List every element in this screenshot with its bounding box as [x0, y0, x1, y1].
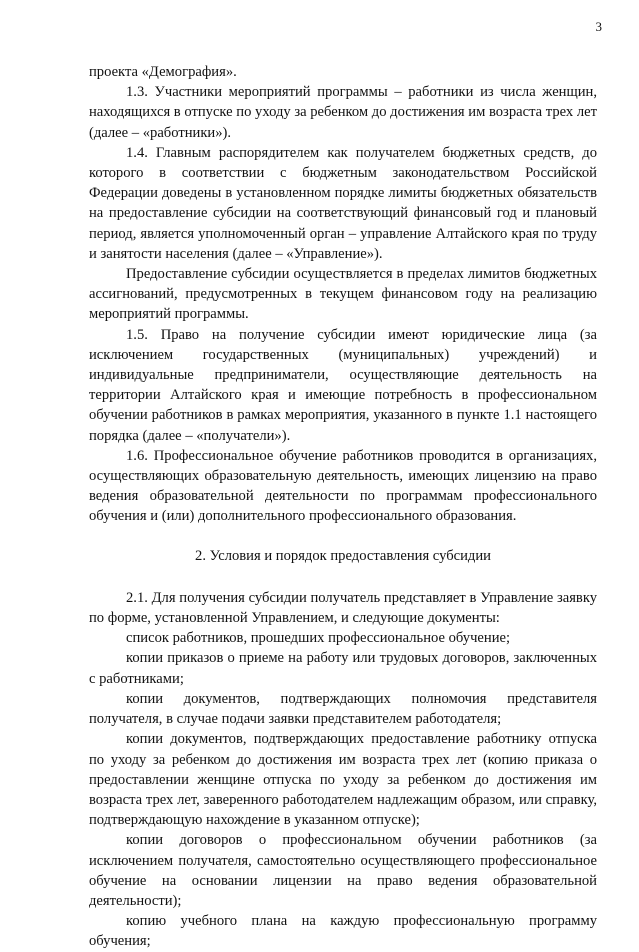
paragraph: 1.4. Главным распорядителем как получателем бюджетных средств, до которого в соответствии с бюджетным законодательством Российской Федерации доведены в установленном порядке лимиты бюджетных обязательств на предоставление субсидии на соответствующий финансовый год и плановый период, является уполномоченный орган – управление Алтайского края по труду и занятости населения (далее – «Управление»). [89, 144, 597, 262]
paragraph: список работников, прошедших профессиональное обучение; [126, 630, 511, 647]
paragraph: 1.6. Профессиональное обучение работников проводится в организациях, осуществляющих образовательную деятельность, имеющих лицензию на право ведения образовательной деятельности по программам профессионального обучения и (или) дополнительного профессионального образования. [89, 447, 597, 525]
paragraph: 2.1. Для получения субсидии получатель представляет в Управление заявку по форме, установленной Управлением, и следующие документы: [89, 589, 597, 627]
paragraph: копии договоров о профессиональном обучении работников (за исключением получателя, самостоятельно осуществляющего профессиональное обучение на основании лицензии на право ведения образовательной деятельности); [89, 832, 597, 909]
paragraph: копии документов, подтверждающих предоставление работнику отпуска по уходу за ребенком до достижения им возраста трех лет (копию приказа о предоставлении женщине отпуска по уходу за ребенком до достижения им возраста трех лет, заверенного работодателем надлежащим образом, или справку, подтверждающую нахождение в указанном отпуске); [89, 731, 597, 829]
page-number: 3 [595, 19, 602, 34]
paragraph: 1.3. Участники мероприятий программы – работники из числа женщин, находящихся в отпуске по уходу за ребенком до достижения им возраста трех лет (далее – «работники»). [89, 84, 597, 141]
paragraph: копии приказов о приеме на работу или трудовых договоров, заключенных с работниками; [89, 650, 597, 687]
paragraph: проекта «Демография». [89, 64, 237, 80]
paragraph: 1.5. Право на получение субсидии имеют юридические лица (за исключением государственных (муниципальных) учреждений) и индивидуальные предприниматели, осуществляющие деятельность на территории Алтайского края и имеющие потребность в профессиональном обучении работников в рамках мероприятия, указанного в пункте 1.1 настоящего порядка (далее – «получатели»). [89, 326, 597, 444]
paragraph: копию учебного плана на каждую профессиональную программу обучения; [89, 913, 597, 950]
section-2-paragraphs [89, 588, 597, 952]
section-heading: 2. Условия и порядок предоставления субсидии [195, 547, 491, 564]
paragraph: копии документов, подтверждающих полномочия представителя получателя, в случае подачи заявки представителем работодателя; [89, 690, 597, 728]
paragraph: Предоставление субсидии осуществляется в пределах лимитов бюджетных ассигнований, предусмотренных в текущем финансовом году на реализацию мероприятий программы. [89, 266, 597, 323]
document-body [89, 62, 597, 952]
section-1-paragraphs [89, 62, 597, 527]
